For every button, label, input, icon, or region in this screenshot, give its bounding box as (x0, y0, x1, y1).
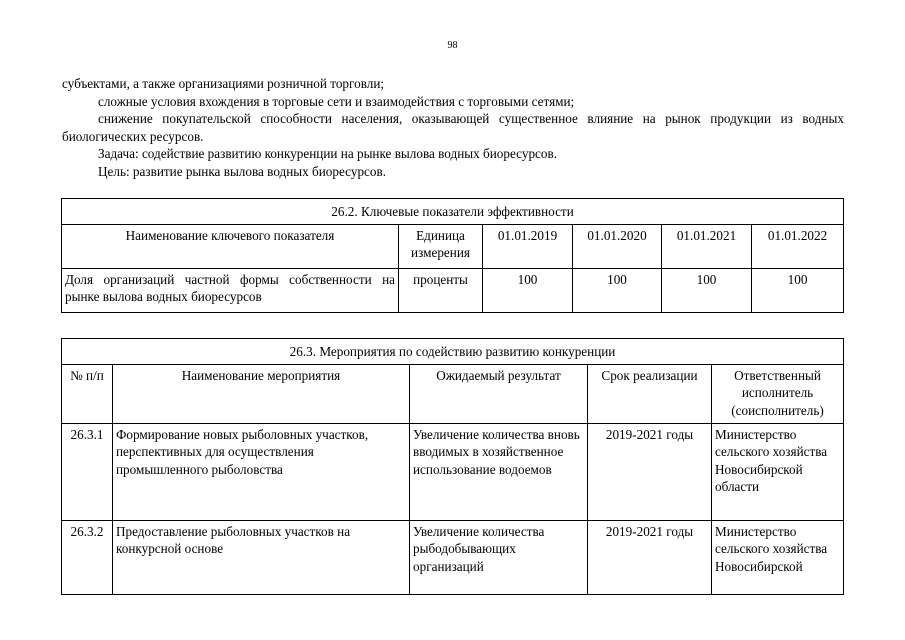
paragraph: снижение покупательской способности населения, оказывающей существенное влияние на рынок продукции из водных биологических ресурсов. (62, 111, 844, 144)
body-text (62, 75, 844, 180)
table-row (62, 520, 844, 594)
measure-result: Увеличение количества рыбодобывающих организаций (410, 520, 588, 594)
kpi-unit: проценты (399, 268, 483, 312)
table-row (62, 268, 844, 312)
kpi-header-2022: 01.01.2022 (752, 224, 844, 268)
measure-number: 26.3.2 (62, 520, 113, 594)
kpi-value-2022: 100 (752, 268, 844, 312)
measure-result: Увеличение количества вновь вводимых в хозяйственное использование водоемов (410, 423, 588, 520)
measure-name: Предоставление рыболовных участков на конкурсной основе (113, 520, 410, 594)
measure-name: Формирование новых рыболовных участков, перспективных для осуществления промышленного рыболовства (113, 423, 410, 520)
table-row (62, 423, 844, 520)
measures-table-caption: 26.3. Мероприятия по содействию развитию конкуренции (62, 339, 844, 365)
kpi-value-2021: 100 (662, 268, 752, 312)
kpi-table (61, 198, 844, 313)
measures-table (61, 338, 844, 595)
measures-header-responsible: Ответственный исполнитель (соисполнитель) (712, 364, 844, 423)
paragraph: субъектами, а также организациями розничной торговли; (62, 76, 385, 91)
paragraph: Цель: развитие рынка вылова водных биоресурсов. (98, 163, 387, 179)
measures-header-number: № п/п (62, 364, 113, 423)
paragraph: Задача: содействие развитию конкуренции на рынке вылова водных биоресурсов. (98, 146, 558, 161)
kpi-value-2019: 100 (483, 268, 573, 312)
measures-header-result: Ожидаемый результат (410, 364, 588, 423)
measure-term: 2019-2021 годы (588, 423, 712, 520)
kpi-header-2019: 01.01.2019 (483, 224, 573, 268)
kpi-header-name: Наименование ключевого показателя (62, 224, 399, 268)
kpi-header-2021: 01.01.2021 (662, 224, 752, 268)
page-number: 98 (447, 40, 458, 51)
measure-responsible: Министерство сельского хозяйства Новосибирской (712, 520, 844, 594)
measure-number: 26.3.1 (62, 423, 113, 520)
measure-term: 2019-2021 годы (588, 520, 712, 594)
kpi-indicator-name: Доля организаций частной формы собственности на рынке вылова водных биоресурсов (62, 268, 399, 312)
paragraph: сложные условия вхождения в торговые сети и взаимодействия с торговыми сетями; (98, 93, 575, 109)
measures-header-name: Наименование мероприятия (113, 364, 410, 423)
kpi-table-caption: 26.2. Ключевые показатели эффективности (62, 199, 844, 225)
measures-header-term: Срок реализации (588, 364, 712, 423)
kpi-value-2020: 100 (573, 268, 662, 312)
kpi-header-2020: 01.01.2020 (573, 224, 662, 268)
measure-responsible: Министерство сельского хозяйства Новосибирской области (712, 423, 844, 520)
kpi-header-unit: Единица измерения (399, 224, 483, 268)
